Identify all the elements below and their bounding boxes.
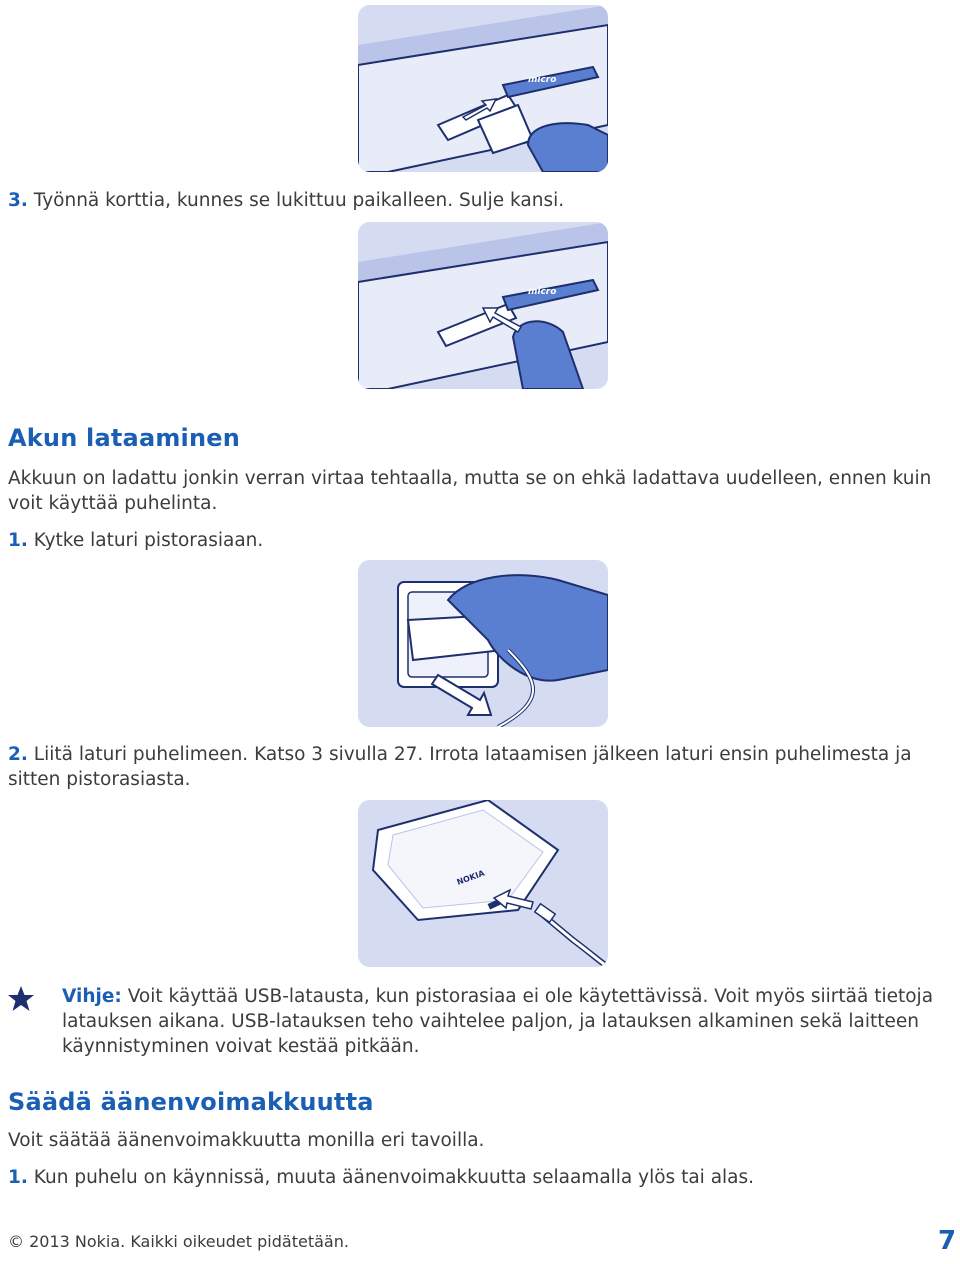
step-text-line2: sitten pistorasiasta. (8, 769, 191, 790)
step-text-line1: Liitä laturi puhelimeen. Katso 3 sivulla 27. Irrota lataamisen jälkeen laturi ensin puhelimesta ja (33, 744, 912, 765)
step-3 (8, 188, 564, 213)
volume-step-1 (8, 1165, 754, 1190)
page-number: 7 (938, 1226, 957, 1256)
microsd-logo-1: micro (528, 75, 557, 85)
star-icon (6, 984, 36, 1018)
section-heading-volume: Säädä äänenvoimakkuutta (8, 1088, 374, 1116)
step-number: 1. (8, 530, 28, 551)
phone-usb-illustration (358, 800, 608, 967)
step-text: Työnnä korttia, kunnes se lukittuu paikalleen. Sulje kansi. (33, 190, 565, 211)
step-number: 3. (8, 190, 28, 211)
tip-line1: Voit käyttää USB-latausta, kun pistorasiaa ei ole käytettävissä. Voit myös siirtää tietoja (127, 986, 934, 1007)
microsd-insert-illustration (358, 5, 608, 172)
tip-line3: käynnistyminen voivat kestää pitkään. (62, 1036, 420, 1057)
charging-intro-line2: voit käyttää puhelinta. (8, 493, 218, 514)
step-number: 1. (8, 1167, 28, 1188)
wall-socket-illustration (358, 560, 608, 727)
tip-box (62, 984, 957, 1059)
phone-brand: NOKIA (455, 868, 486, 887)
charging-intro (8, 466, 958, 516)
charging-intro-line1: Akkuun on ladattu jonkin verran virtaa tehtaalla, mutta se on ehkä ladattava uudelleen, ennen kuin (8, 468, 932, 489)
microsd-logo-2: micro (528, 287, 557, 297)
volume-intro: Voit säätää äänenvoimakkuutta monilla eri tavoilla. (8, 1130, 485, 1151)
step-number: 2. (8, 744, 28, 765)
close-cover-illustration (358, 222, 608, 389)
step-text: Kytke laturi pistorasiaan. (33, 530, 264, 551)
tip-label: Vihje: (62, 986, 122, 1007)
section-heading-charging: Akun lataaminen (8, 424, 241, 452)
tip-line2: latauksen aikana. USB-latauksen teho vaihtelee paljon, ja latauksen alkaminen sekä laitteen (62, 1011, 920, 1032)
charging-step-1 (8, 528, 263, 553)
footer-copyright: © 2013 Nokia. Kaikki oikeudet pidätetään. (8, 1232, 349, 1251)
step-text: Kun puhelu on käynnissä, muuta äänenvoimakkuutta selaamalla ylös tai alas. (33, 1167, 755, 1188)
charging-step-2 (8, 742, 958, 792)
